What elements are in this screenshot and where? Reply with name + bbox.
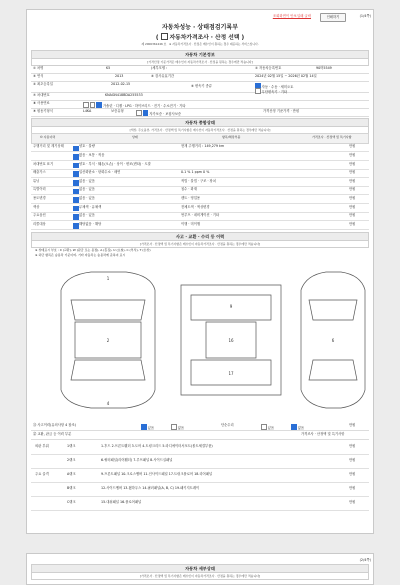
overall-label: 주요옵션 <box>33 213 46 218</box>
parts-price: 만원 <box>349 458 356 462</box>
overall-item: 이행 · 미이행 <box>181 221 201 226</box>
overall-price: 만원 <box>349 170 356 175</box>
overall-state: 많음 · 보통 · 적음 <box>79 152 105 157</box>
car-damage-diagram <box>31 260 369 420</box>
state-checkbox[interactable] <box>73 180 79 186</box>
parts-price: 만원 <box>349 500 356 504</box>
basic-row: ① 차명 K5 (세부모델 : ② 자동차등록번호 90머5549 <box>31 65 369 74</box>
svg-text:9: 9 <box>229 304 233 309</box>
svg-text:4: 4 <box>106 401 110 406</box>
state-checkbox[interactable] <box>73 189 79 195</box>
overall-price: 만원 <box>349 178 356 183</box>
detail-condition-header: 자동차 세부상태 <box>31 564 369 573</box>
state-checkbox[interactable] <box>73 171 79 177</box>
svg-text:16: 16 <box>228 338 234 343</box>
document-title: 자동차성능 · 상태점검기록부 <box>161 24 238 31</box>
overall-label: 리콜대상 <box>33 221 46 226</box>
state-checkbox[interactable] <box>73 163 79 169</box>
accident-no-checkbox[interactable] <box>171 424 177 430</box>
overall-state: 없음 · 있음 <box>79 213 95 218</box>
parts-rank: A랭크 <box>67 472 76 476</box>
state-checkbox[interactable] <box>73 206 79 212</box>
overall-label: 용도변경 <box>33 195 46 200</box>
state-checkbox[interactable] <box>73 214 79 220</box>
accident-row: ⑪ 사고이력(유의사항 4 참조) 있음 없음 단순수리 있음 없음 만원 <box>31 422 369 431</box>
help-link[interactable]: 조회화면이 안보일때 클릭 <box>272 14 311 18</box>
overall-item: 0.1 % 1 ppm 0 % <box>181 170 210 175</box>
basic-row: ③ 연식 2013 ④ 검사유효기간 2024년 02월 15일 ~ 2026년 02월 14일 <box>31 73 369 82</box>
page-number: (1/4쪽) <box>359 14 371 18</box>
svg-text:6: 6 <box>331 338 335 343</box>
lpg-checkbox[interactable] <box>96 102 102 108</box>
parts-parts: 12.사이드멤버 13.휠하우스 14.필러패널(A, B, C) 19.패키지트레이 <box>101 486 200 490</box>
overall-label: 특별이력 <box>33 187 46 192</box>
accident-note: [가격조사 · 산정액 및 특기사항은 매수인이 자동차가격조사 · 산정을 원하는 경우에만 적습니다] <box>31 240 369 248</box>
basic-row: ⑤ 최초등록일 2012-02-15 ⑥ 변속기 종류 자동 · 수동 · 세미오토 무단변속기 · 기타 <box>31 81 369 93</box>
print-button[interactable]: 인쇄하기 <box>320 13 346 22</box>
overall-state: 해당없음 · 해당 <box>79 221 102 226</box>
overall-state: 양호 · 불량 <box>79 144 95 149</box>
accident-yes-checkbox[interactable] <box>141 424 147 430</box>
document-number-note: 제 2006361446 호 ※ 자동차가격조사 · 산정은 매수인이 원하는 경우 제공하는 서비스입니다. <box>141 42 259 46</box>
page-number: (2/4쪽) <box>359 558 371 562</box>
parts-rank: 2랭크 <box>67 458 76 462</box>
overall-table-header: ⑩ 사용이력 상태 항목/해당부품 가격조사 · 산정액 및 특기사항 <box>31 133 369 144</box>
insurer-warranty-checkbox[interactable] <box>143 110 149 116</box>
parts-row <box>31 455 369 469</box>
detail-condition-note: [가격조사 · 산정액 및 특기사항은 매수인이 자동차가격조사 · 산정을 원하는 경우에만 적습니다] <box>31 572 369 580</box>
document-page-1 <box>26 9 374 534</box>
overall-price: 만원 <box>349 221 356 226</box>
overall-condition-header: 자동차 종합상태 <box>31 118 369 127</box>
svg-text:2: 2 <box>106 338 110 343</box>
state-checkbox[interactable] <box>73 154 79 160</box>
accident-header: 사고 · 교환 · 수리 등 이력 <box>31 232 369 241</box>
overall-price: 만원 <box>349 204 356 209</box>
overall-state: 없음 · 있음 <box>79 195 95 200</box>
parts-header-row: ⑫ 교환, 판금 등 이력 부분 가격조사 · 산정액 및 특기사항 <box>31 431 369 440</box>
parts-table <box>31 441 369 531</box>
overall-price: 만원 <box>349 213 356 218</box>
basic-row: ⑦ 차대번호 KNAGN418BDA255533 <box>31 92 369 101</box>
parts-row <box>31 469 369 483</box>
overall-label: 색상 <box>33 204 40 209</box>
damage-legend: ※ 상태표시 부호 : X (교환), W (판금 또는 용접), A (흠집), U (요철), C (부식), T (손상) <box>35 248 151 252</box>
overall-item: 침수 · 화재 <box>181 187 197 192</box>
damage-legend-note: ※ 하단 항목은 승용차 기준이며, 기타 자동차는 승용차에 준하여 표시 <box>35 253 126 257</box>
price-check-checkbox[interactable] <box>161 33 168 40</box>
parts-rank: C랭크 <box>67 500 76 504</box>
parts-parts: 1.후드 2.프론트휀더 3.도어 4.트렁크리드 5.라디에이터서포트(볼트체결부품) <box>101 444 213 448</box>
state-checkbox[interactable] <box>73 223 79 229</box>
overall-label: 주행거리 및 계기상태 <box>33 144 64 149</box>
overall-state: 없음 · 있음 <box>79 187 95 192</box>
overall-state: 양호 · 부식 · 훼손(오손) · 상이 · 변조(변타) · 도말 <box>79 161 151 166</box>
overall-price: 만원 <box>349 195 356 200</box>
svg-text:1: 1 <box>106 276 110 281</box>
overall-price: 만원 <box>349 161 356 166</box>
parts-name: 외판 부위 <box>35 444 49 448</box>
parts-row <box>31 497 369 511</box>
overall-label: 배출가스 <box>33 170 46 175</box>
overall-price: 만원 <box>349 187 356 192</box>
parts-price: 만원 <box>349 486 356 490</box>
overall-item: 적법 · 불법 · 구조 · 장치 <box>181 178 216 183</box>
overall-item: 현재 주행거리 : 149,279 km <box>181 144 225 149</box>
parts-parts: 15.대쉬패널 16.플로어패널 <box>101 500 142 504</box>
parts-parts: 9.프론트패널 10.크로스멤버 11.인사이드패널 17.트렁크플로어 18.리어패널 <box>101 472 213 476</box>
overall-item: 전체도색 · 색상변경 <box>181 204 210 209</box>
overall-state: 일산화탄소 · 탄화수소 · 매연 <box>79 170 121 175</box>
parts-rank: B랭크 <box>67 486 76 490</box>
overall-condition-note: [색상, 주요옵션, 가격조사 · 산정액 및 특기사항은 매수인이 자동차가격조사 · 산정을 원하는 경우에만 적습니다] <box>31 126 369 134</box>
parts-rank: 1랭크 <box>67 444 76 448</box>
page-toolbar <box>27 10 373 24</box>
overall-item: 렌트 · 영업용 <box>181 195 201 200</box>
parts-row <box>31 441 369 455</box>
state-checkbox[interactable] <box>73 146 79 152</box>
overall-price: 만원 <box>349 152 356 157</box>
parts-price: 만원 <box>349 444 356 448</box>
overall-item: 썬루프 · 네비게이션 · 기타 <box>181 213 220 218</box>
overall-price: 만원 <box>349 144 356 149</box>
overall-row <box>31 220 369 229</box>
overall-state: 없음 · 있음 <box>79 178 95 183</box>
overall-state: 무채색 · 유채색 <box>79 204 102 209</box>
state-checkbox[interactable] <box>73 197 79 203</box>
document-page-2 <box>26 553 374 585</box>
parts-parts: 6.쿼터패널(리어휀더) 7.루프패널 8.사이드실패널 <box>101 458 173 462</box>
overall-label: 차대번호 표기 <box>33 161 54 166</box>
parts-row <box>31 483 369 497</box>
parts-name: 주요 골격 <box>35 472 49 476</box>
basic-row: ⑨ 원동기형식 L4KA 보증유형 자가보증 · 보험사보증 가격산정 기준가격 · 만원 <box>31 108 369 117</box>
basic-info-header: 자동차 기본정보 <box>31 50 369 59</box>
overall-table <box>31 143 369 229</box>
basic-info-note: [가격산정 기준가격은 매수인이 자동차가격조사 · 산정을 원하는 경우에만 적습니다] <box>31 58 369 66</box>
document-subtitle: ( 자동차가격조사 · 산정 선택 ) <box>155 35 245 41</box>
overall-label: 튜닝 <box>33 178 40 183</box>
parts-price: 만원 <box>349 472 356 476</box>
basic-row: ⑧ 사용연료 가솔린 · 디젤 · LPG · 하이브리드 · 전기 · 수소전기 · 기타 <box>31 100 369 109</box>
svg-text:17: 17 <box>228 371 234 376</box>
